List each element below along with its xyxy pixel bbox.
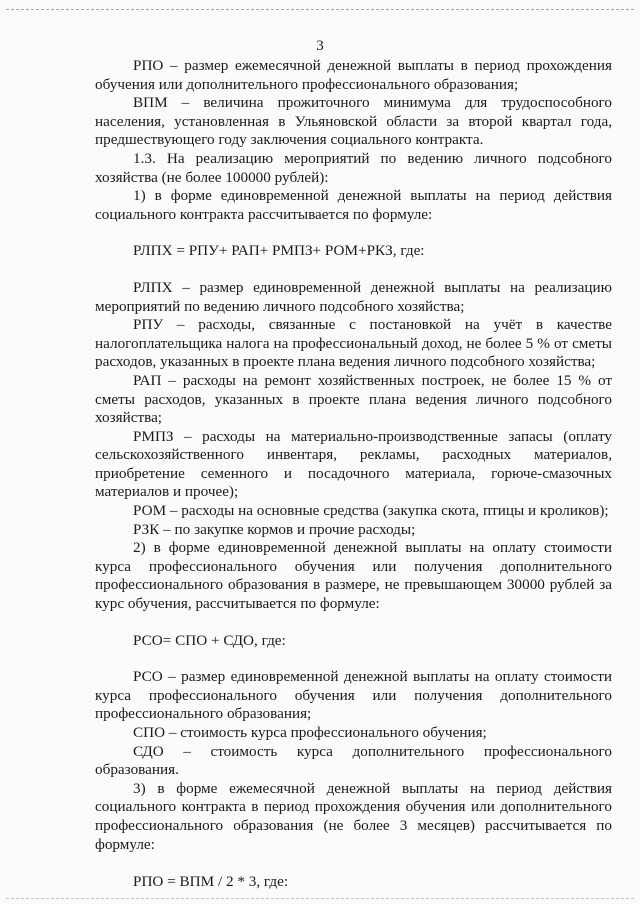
paragraph-rpu-definition: РПУ – расходы, связанные с постановкой на учёт в качестве налогоплательщика налога на профессиональный доход, не более 5 % от сметы расходов, указанных в проекте плана ведения личного подсобного хозяйства; [95,316,612,371]
paragraph-rzk-definition: РЗК – по закупке кормов и прочие расходы; [133,520,416,538]
paragraph-subitem-3: 3) в форме ежемесячной денежной выплаты на период действия социального контракта в период прохождения обучения или дополнительного профессионального образования (не более 3 месяцев) рассчитывается по формуле: [95,779,612,853]
paragraph-rom-definition: РОМ – расходы на основные средства (закупка скота, птицы и кроликов); [133,502,609,520]
formula-rso: РСО= СПО + СДО, где: [133,631,286,649]
paragraph-rap-definition: РАП – расходы на ремонт хозяйственных построек, не более 15 % от сметы расходов, указанных в проекте плана ведения личного подсобного хозяйства; [95,371,612,427]
page-number: 3 [316,38,324,54]
scan-edge-bottom [6,898,634,899]
paragraph-rpo-definition: РПО – размер ежемесячной денежной выплаты в период прохождения обучения или дополнительного профессионального образования; [95,57,612,93]
paragraph-spo-definition: СПО – стоимость курса профессионального обучения; [133,724,487,741]
formula-rpo: РПО = ВПМ / 2 * 3, где: [133,873,289,891]
paragraph-rso-definition: РСО – размер единовременной денежной выплаты на оплату стоимости курса профессионального обучения или получения дополнительного профессионального образования; [95,668,612,723]
paragraph-rmpz-definition: РМПЗ – расходы на материально-производственные запасы (оплату сельскохозяйственного инвентаря, рекламы, расходных материалов, приобретение семенного и посадочного материала, горюче-смазочных материалов и прочее); [95,427,612,501]
scan-edge-top [6,9,634,10]
paragraph-sdo-definition: СДО – стоимость курса дополнительного профессионального образования. [95,742,612,779]
paragraph-vpm-definition: ВПМ – величина прожиточного минимума для трудоспособного населения, установленная в Ульяновской области за второй квартал года, предшествующего году заключения социального контракта. [95,94,612,149]
paragraph-subitem-1: 1) в форме единовременной денежной выплаты на период действия социального контракта рассчитывается по формуле: [95,187,612,223]
paragraph-rlph-definition: РЛПХ – размер единовременной денежной выплаты на реализацию мероприятий по ведению личного подсобного хозяйства; [95,278,612,315]
formula-rlph: РЛПХ = РПУ+ РАП+ РМПЗ+ РОМ+РКЗ, где: [133,242,425,260]
document-body [95,57,612,909]
paragraph-item-1-3: 1.3. На реализацию мероприятий по ведению личного подсобного хозяйства (не более 100000 рублей): [95,149,612,186]
paragraph-subitem-2: 2) в форме единовременной денежной выплаты на оплату стоимости курса профессионального обучения или получения дополнительного профессионального образования в размере, не превышающем 30000 рублей за курс обучения, рассчитывается по формуле: [95,539,612,613]
